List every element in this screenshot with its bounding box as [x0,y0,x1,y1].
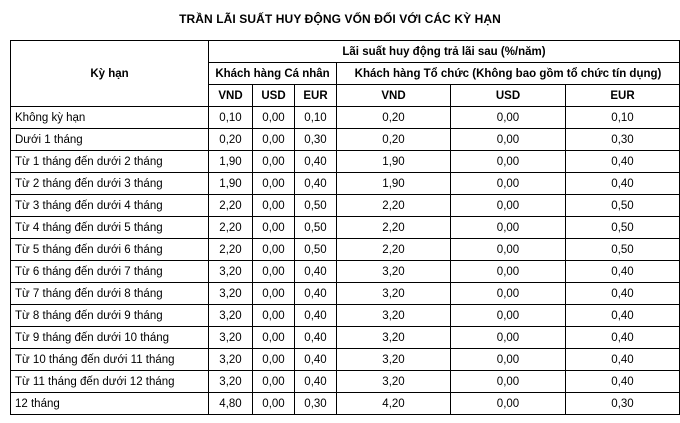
table-row [11,239,680,261]
rate-cell: 0,00 [253,371,295,393]
term-cell: Từ 3 tháng đến dưới 4 tháng [11,195,209,217]
rate-cell: 3,20 [209,261,253,283]
currency-header: VND [337,85,451,107]
rate-cell: 3,20 [337,261,451,283]
rate-cell: 4,20 [337,393,451,415]
rate-cell: 0,00 [451,129,566,151]
rate-cell: 0,00 [451,305,566,327]
term-cell: Từ 2 tháng đến dưới 3 tháng [11,173,209,195]
term-cell: Từ 7 tháng đến dưới 8 tháng [11,283,209,305]
rate-cell: 0,20 [337,107,451,129]
rate-cell: 0,40 [295,305,337,327]
rate-cell: 0,40 [295,371,337,393]
rate-cell: 1,90 [209,173,253,195]
table-row [11,349,680,371]
rate-cell: 0,20 [337,129,451,151]
rate-cell: 0,00 [253,129,295,151]
rate-cell: 0,40 [566,327,680,349]
rate-cell: 0,50 [295,195,337,217]
rate-cell: 2,20 [209,239,253,261]
rate-cell: 0,50 [566,195,680,217]
header-row [11,41,680,63]
term-cell: Từ 8 tháng đến dưới 9 tháng [11,305,209,327]
rate-cell: 3,20 [209,349,253,371]
rate-cell: 0,10 [209,107,253,129]
rate-cell: 0,40 [566,173,680,195]
table-row [11,283,680,305]
rate-cell: 3,20 [209,371,253,393]
rate-cell: 0,00 [451,173,566,195]
currency-header: USD [451,85,566,107]
rate-cell: 0,50 [295,217,337,239]
rate-cell: 3,20 [337,283,451,305]
rate-group-header: Lãi suất huy động trả lãi sau (%/năm) [209,41,680,63]
rate-cell: 4,80 [209,393,253,415]
rate-cell: 0,40 [295,261,337,283]
rate-cell: 0,30 [295,129,337,151]
rate-cell: 3,20 [337,349,451,371]
rate-cell: 0,40 [295,349,337,371]
table-row [11,129,680,151]
rate-cell: 2,20 [337,239,451,261]
term-cell: Từ 1 tháng đến dưới 2 tháng [11,151,209,173]
rate-cell: 1,90 [337,173,451,195]
term-cell: Dưới 1 tháng [11,129,209,151]
rate-cell: 2,20 [337,217,451,239]
rate-cell: 3,20 [337,305,451,327]
term-cell: Từ 4 tháng đến dưới 5 tháng [11,217,209,239]
rate-cell: 3,20 [337,371,451,393]
rate-cell: 0,30 [295,393,337,415]
organization-header: Khách hàng Tổ chức (Không bao gồm tổ chức tín dụng) [337,63,680,85]
rate-cell: 2,20 [209,217,253,239]
rate-cell: 0,40 [566,283,680,305]
rate-cell: 2,20 [337,195,451,217]
rate-cell: 0,00 [451,327,566,349]
rate-cell: 0,40 [295,151,337,173]
rate-cell: 0,00 [451,151,566,173]
rate-cell: 0,00 [253,195,295,217]
rate-cell: 0,00 [451,239,566,261]
rate-cell: 1,90 [209,151,253,173]
rate-cell: 0,40 [566,305,680,327]
table-row [11,393,680,415]
rate-cell: 0,00 [253,327,295,349]
table-row [11,195,680,217]
rate-cell: 0,50 [295,239,337,261]
table-row [11,217,680,239]
table-row [11,261,680,283]
rate-cell: 3,20 [209,327,253,349]
rate-cell: 0,40 [566,371,680,393]
rate-cell: 0,00 [451,217,566,239]
rate-cell: 0,00 [451,371,566,393]
rate-cell: 0,00 [253,217,295,239]
rate-cell: 0,00 [253,151,295,173]
rate-cell: 0,40 [295,173,337,195]
rate-cell: 0,00 [451,283,566,305]
table-row [11,327,680,349]
term-cell: 12 tháng [11,393,209,415]
term-cell: Từ 9 tháng đến dưới 10 tháng [11,327,209,349]
rate-cell: 3,20 [209,283,253,305]
rate-cell: 0,40 [566,151,680,173]
interest-rate-table [10,40,680,415]
page-title: TRẦN LÃI SUẤT HUY ĐỘNG VỐN ĐỐI VỚI CÁC KỲ HẠN [179,12,501,26]
rate-cell: 0,00 [451,195,566,217]
term-cell: Từ 10 tháng đến dưới 11 tháng [11,349,209,371]
rate-cell: 0,00 [253,349,295,371]
rate-cell: 0,00 [451,107,566,129]
rate-cell: 3,20 [337,327,451,349]
table-row [11,107,680,129]
rate-cell: 0,00 [253,239,295,261]
currency-header: EUR [566,85,680,107]
table-row [11,151,680,173]
table-row [11,173,680,195]
term-cell: Không kỳ hạn [11,107,209,129]
currency-header: EUR [295,85,337,107]
term-cell: Từ 5 tháng đến dưới 6 tháng [11,239,209,261]
rate-cell: 0,30 [566,129,680,151]
term-header: Kỳ hạn [11,41,209,107]
term-cell: Từ 6 tháng đến dưới 7 tháng [11,261,209,283]
rate-cell: 0,00 [253,305,295,327]
individual-header: Khách hàng Cá nhân [209,63,337,85]
rate-cell: 2,20 [209,195,253,217]
rate-cell: 0,50 [566,217,680,239]
rate-cell: 0,40 [566,261,680,283]
rate-cell: 1,90 [337,151,451,173]
rate-cell: 0,00 [253,283,295,305]
rate-cell: 3,20 [209,305,253,327]
rate-cell: 0,00 [451,261,566,283]
table-row [11,371,680,393]
rate-cell: 0,00 [451,349,566,371]
rate-cell: 0,40 [295,327,337,349]
rate-cell: 0,00 [451,393,566,415]
rate-cell: 0,10 [566,107,680,129]
rate-cell: 0,40 [295,283,337,305]
rate-cell: 0,00 [253,107,295,129]
currency-header: USD [253,85,295,107]
rate-cell: 0,00 [253,261,295,283]
rate-cell: 0,50 [566,239,680,261]
rate-cell: 0,30 [566,393,680,415]
table-row [11,305,680,327]
rate-cell: 0,00 [253,173,295,195]
rate-cell: 0,10 [295,107,337,129]
rate-cell: 0,00 [253,393,295,415]
rate-cell: 0,40 [566,349,680,371]
term-cell: Từ 11 tháng đến dưới 12 tháng [11,371,209,393]
currency-header: VND [209,85,253,107]
rate-cell: 0,20 [209,129,253,151]
